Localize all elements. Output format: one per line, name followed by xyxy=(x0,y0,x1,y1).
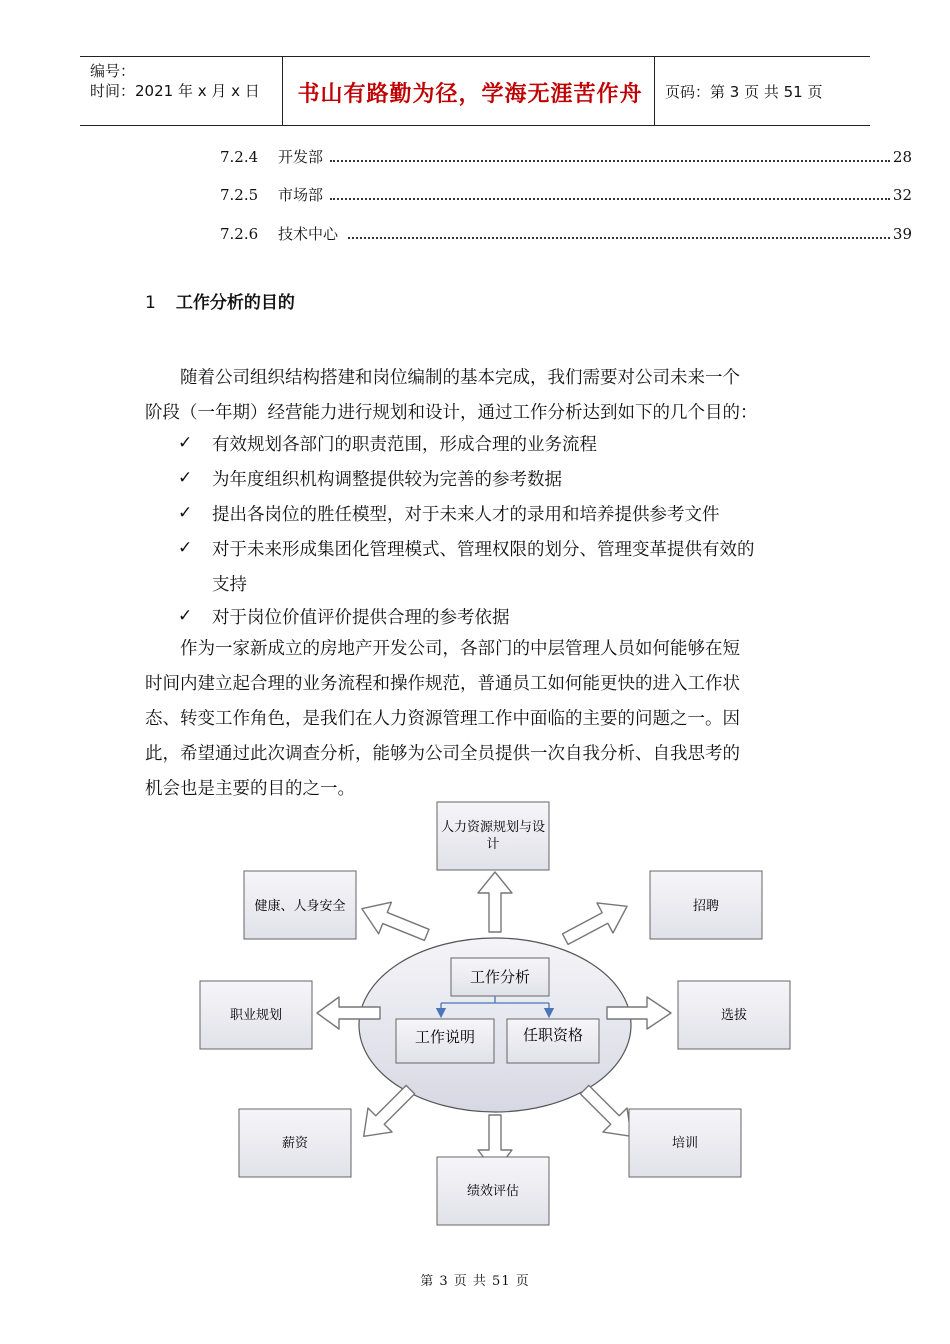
toc-page: 32 xyxy=(892,186,912,204)
toc-leader xyxy=(330,160,890,162)
node-salary-label: 薪资 xyxy=(281,1136,309,1151)
node-hr-planning xyxy=(437,802,549,870)
intro-line: 随着公司组织结构搭建和岗位编制的基本完成，我们需要对公司未来一个 xyxy=(180,368,740,388)
node-hr-planning-label: 人力资源规划与设 xyxy=(440,820,546,835)
toc-number: 7.2.6 xyxy=(220,225,259,243)
node-recruitment-label: 招聘 xyxy=(692,899,720,914)
bullet-item: 为年度组织机构调整提供较为完善的参考数据 xyxy=(212,470,562,490)
toc-title: 市场部 xyxy=(278,186,324,204)
arrow-up-left xyxy=(355,893,433,951)
toc-entry[interactable] xyxy=(220,184,912,206)
page-header xyxy=(80,56,870,126)
check-icon: ✓ xyxy=(178,468,193,488)
bullet-item: 提出各岗位的胜任模型，对于未来人才的录用和培养提供参考文件 xyxy=(212,505,720,525)
body-line: 作为一家新成立的房地产开发公司，各部门的中层管理人员如何能够在短 xyxy=(180,639,740,659)
center-box-label: 工作分析 xyxy=(469,968,531,986)
body-line: 态、转变工作角色，是我们在人力资源管理工作中面临的主要的问题之一。因 xyxy=(145,709,740,729)
check-icon: ✓ xyxy=(178,433,193,453)
node-health-safety-label: 健康、人身安全 xyxy=(254,899,346,914)
toc-entry[interactable] xyxy=(220,146,912,168)
node-training-label: 培训 xyxy=(671,1136,699,1151)
arrow-up xyxy=(478,872,512,932)
body-line: 此，希望通过此次调查分析，能够为公司全员提供一次自我分析、自我思考的 xyxy=(145,744,740,764)
node-hr-planning-label-2: 计 xyxy=(486,837,500,852)
section-title: 工作分析的目的 xyxy=(175,293,295,313)
toc-number: 7.2.5 xyxy=(220,186,259,204)
toc-leader xyxy=(330,198,890,200)
toc-number: 7.2.4 xyxy=(220,148,259,166)
section-number: 1 xyxy=(145,293,156,313)
page-footer: 第 3 页 共 51 页 xyxy=(420,1274,530,1289)
sub-box-left-label: 工作说明 xyxy=(414,1028,476,1046)
header-meta xyxy=(90,61,260,101)
toc-title: 开发部 xyxy=(278,148,324,166)
node-performance-label: 绩效评估 xyxy=(466,1184,520,1199)
check-icon: ✓ xyxy=(178,503,193,523)
header-time: 时间：2021 年 x 月 x 日 xyxy=(90,82,260,100)
check-icon: ✓ xyxy=(178,606,193,626)
header-number: 编号： xyxy=(90,62,136,80)
node-selection-label: 选拔 xyxy=(720,1008,748,1023)
node-career-planning-label: 职业规划 xyxy=(229,1008,283,1023)
sub-box-right-label: 任职资格 xyxy=(522,1026,584,1044)
check-icon: ✓ xyxy=(178,538,193,558)
header-motto: 书山有路勤为径，学海无涯苦作舟 xyxy=(297,82,643,107)
toc-entry[interactable] xyxy=(220,223,912,245)
bullet-item: 对于岗位价值评价提供合理的参考依据 xyxy=(212,608,510,628)
intro-line: 阶段（一年期）经营能力进行规划和设计，通过工作分析达到如下的几个目的： xyxy=(145,403,758,423)
header-page-info: 页码：第 3 页 共 51 页 xyxy=(665,83,823,101)
arrow-up-right xyxy=(557,891,635,954)
toc-title: 技术中心 xyxy=(278,225,339,243)
job-analysis-diagram xyxy=(195,800,795,1230)
bullet-item: 对于未来形成集团化管理模式、管理权限的划分、管理变革提供有效的 xyxy=(212,540,755,560)
bullet-item-continued: 支持 xyxy=(212,575,247,595)
section-heading xyxy=(145,288,295,313)
body-line: 时间内建立起合理的业务流程和操作规范，普通员工如何能更快的进入工作状 xyxy=(145,674,740,694)
toc-leader xyxy=(348,237,890,239)
bullet-item: 有效规划各部门的职责范围，形成合理的业务流程 xyxy=(212,435,597,455)
header-divider xyxy=(282,57,283,125)
toc-page: 39 xyxy=(892,225,912,243)
body-line: 机会也是主要的目的之一。 xyxy=(145,779,355,799)
toc-page: 28 xyxy=(892,148,912,166)
